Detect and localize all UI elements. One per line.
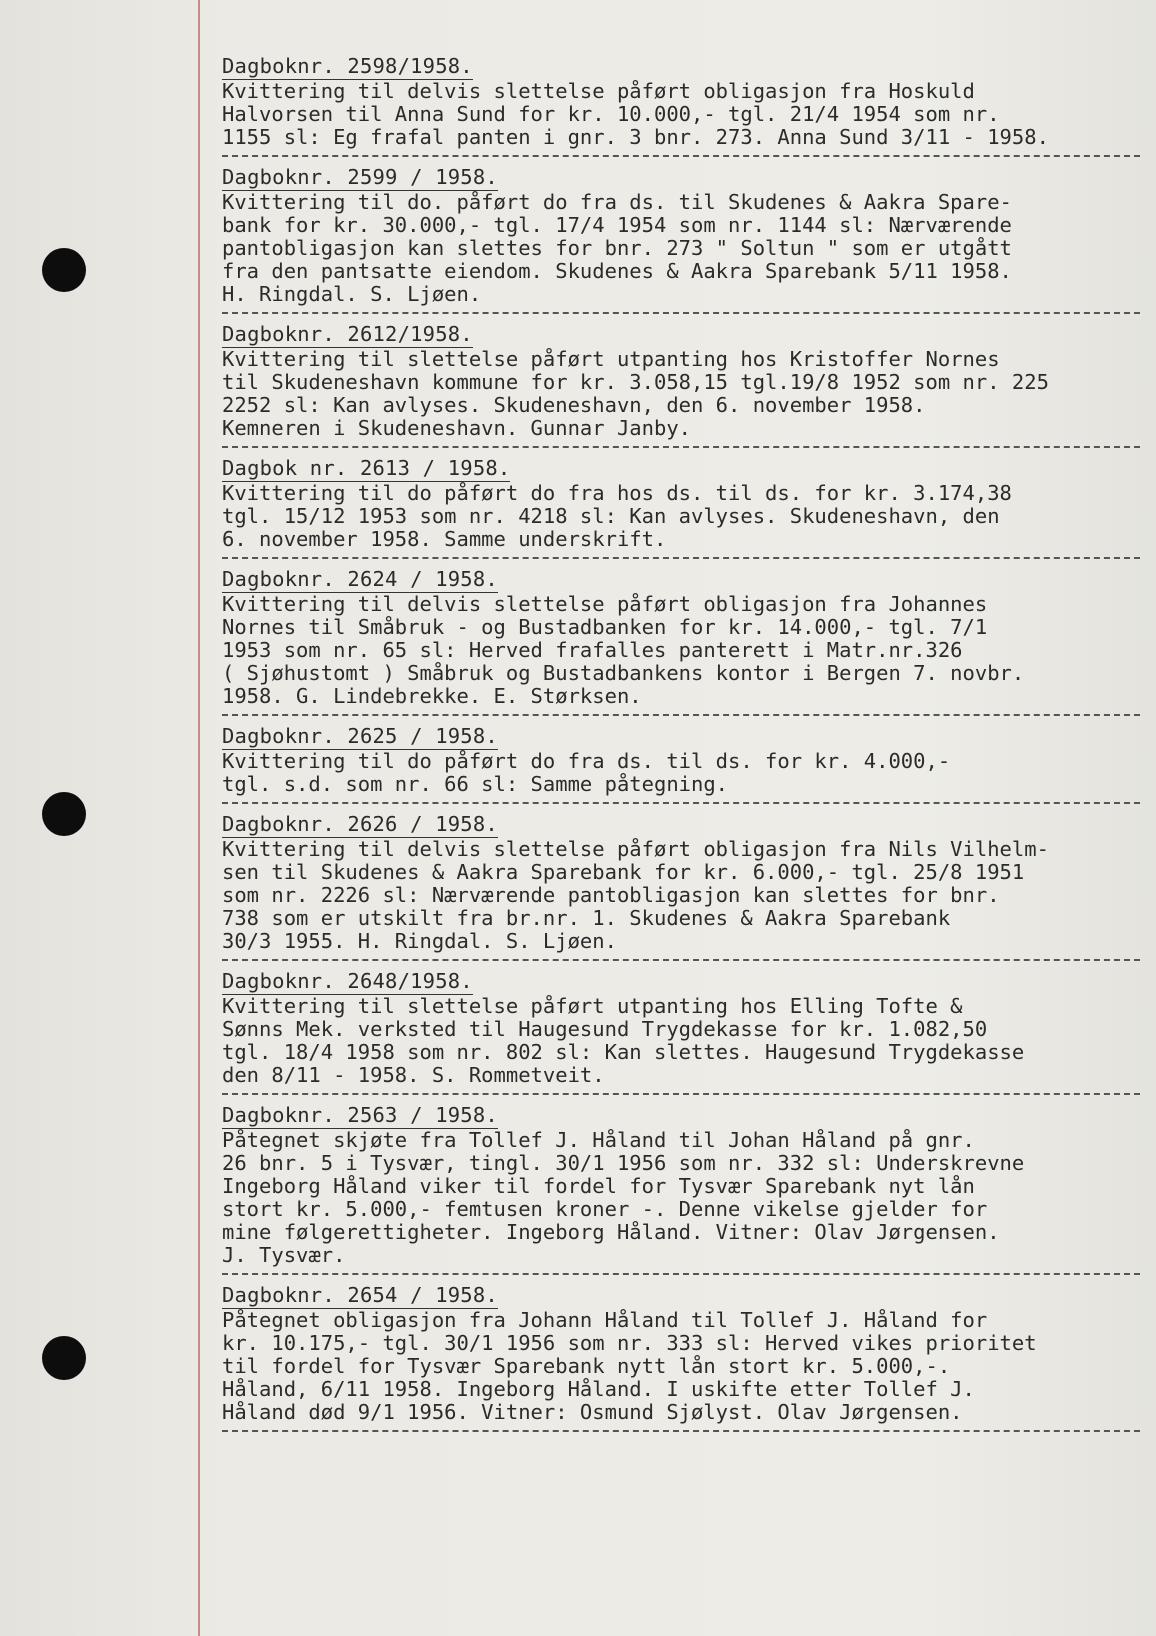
entry-line: Kvittering til slettelse påført utpanting hos Elling Tofte &	[222, 994, 963, 1018]
dashed-separator	[222, 1093, 1140, 1095]
entry-line: Påtegnet obligasjon fra Johann Håland til Tollef J. Håland for	[222, 1308, 988, 1332]
entry-heading: Dagboknr. 2599 / 1958.	[222, 165, 498, 189]
entry-line: H. Ringdal. S. Ljøen.	[222, 282, 482, 306]
entry-line: J. Tysvær.	[222, 1243, 346, 1267]
entry-line: Påtegnet skjøte fra Tollef J. Håland til Johan Håland på gnr.	[222, 1128, 975, 1152]
dashed-separator	[222, 557, 1140, 559]
dashed-separator	[222, 155, 1140, 157]
journal-entry	[222, 165, 1142, 314]
entry-heading: Dagboknr. 2654 / 1958.	[222, 1283, 498, 1307]
entry-line: Nornes til Småbruk - og Bustadbanken for kr. 14.000,- tgl. 7/1	[222, 615, 988, 639]
entry-heading: Dagboknr. 2624 / 1958.	[222, 567, 498, 591]
dashed-separator	[222, 1430, 1140, 1432]
journal-entry	[222, 1283, 1142, 1432]
entry-line: Sønns Mek. verksted til Haugesund Trygdekasse for kr. 1.082,50	[222, 1017, 988, 1041]
entry-line: 2252 sl: Kan avlyses. Skudeneshavn, den 6. november 1958.	[222, 393, 926, 417]
entry-line: Kvittering til do. påført do fra ds. til Skudenes & Aakra Spare-	[222, 190, 1012, 214]
entry-line: Halvorsen til Anna Sund for kr. 10.000,- tgl. 21/4 1954 som nr.	[222, 102, 1000, 126]
punch-hole	[42, 1336, 86, 1380]
entry-line: Kvittering til do påført do fra ds. til ds. for kr. 4.000,-	[222, 749, 951, 773]
entry-heading: Dagboknr. 2563 / 1958.	[222, 1103, 498, 1127]
entry-line: 30/3 1955. H. Ringdal. S. Ljøen.	[222, 929, 617, 953]
entry-line: til Skudeneshavn kommune for kr. 3.058,15 tgl.19/8 1952 som nr. 225	[222, 370, 1049, 394]
entry-heading: Dagboknr. 2625 / 1958.	[222, 724, 498, 748]
entry-line: mine følgerettigheter. Ingeborg Håland. Vitner: Olav Jørgensen.	[222, 1220, 1000, 1244]
entry-line: den 8/11 - 1958. S. Rommetveit.	[222, 1063, 605, 1087]
journal-entry	[222, 456, 1142, 559]
entry-line: Kemneren i Skudeneshavn. Gunnar Janby.	[222, 416, 691, 440]
entry-line: som nr. 2226 sl: Nærværende pantobligasjon kan slettes for bnr.	[222, 883, 1000, 907]
journal-entry	[222, 724, 1142, 804]
entry-line: bank for kr. 30.000,- tgl. 17/4 1954 som nr. 1144 sl: Nærværende	[222, 213, 1012, 237]
journal-entry	[222, 812, 1142, 961]
dashed-separator	[222, 312, 1140, 314]
journal-entries	[222, 54, 1142, 1440]
entry-line: 1958. G. Lindebrekke. E. Størksen.	[222, 684, 642, 708]
entry-line: kr. 10.175,- tgl. 30/1 1956 som nr. 333 sl: Herved vikes prioritet	[222, 1331, 1037, 1355]
dashed-separator	[222, 446, 1140, 448]
entry-line: tgl. 15/12 1953 som nr. 4218 sl: Kan avlyses. Skudeneshavn, den	[222, 504, 1000, 528]
entry-line: Kvittering til delvis slettelse påført obligasjon fra Johannes	[222, 592, 988, 616]
journal-entry	[222, 322, 1142, 448]
margin-line	[198, 0, 200, 1636]
dashed-separator	[222, 714, 1140, 716]
entry-heading: Dagboknr. 2648/1958.	[222, 969, 473, 993]
punch-hole	[42, 792, 86, 836]
journal-entry	[222, 969, 1142, 1095]
entry-line: fra den pantsatte eiendom. Skudenes & Aakra Sparebank 5/11 1958.	[222, 259, 1012, 283]
dashed-separator	[222, 802, 1140, 804]
entry-line: Kvittering til delvis slettelse påført obligasjon fra Nils Vilhelm-	[222, 837, 1049, 861]
dashed-separator	[222, 959, 1140, 961]
journal-entry	[222, 1103, 1142, 1275]
entry-line: ( Sjøhustomt ) Småbruk og Bustadbankens kontor i Bergen 7. novbr.	[222, 661, 1025, 685]
entry-line: 1155 sl: Eg frafal panten i gnr. 3 bnr. 273. Anna Sund 3/11 - 1958.	[222, 125, 1049, 149]
entry-line: til fordel for Tysvær Sparebank nytt lån stort kr. 5.000,-.	[222, 1354, 951, 1378]
entry-heading: Dagbok nr. 2613 / 1958.	[222, 456, 511, 480]
journal-entry	[222, 54, 1142, 157]
entry-line: sen til Skudenes & Aakra Sparebank for kr. 6.000,- tgl. 25/8 1951	[222, 860, 1025, 884]
entry-line: tgl. s.d. som nr. 66 sl: Samme påtegning.	[222, 772, 729, 796]
entry-line: 738 som er utskilt fra br.nr. 1. Skudenes & Aakra Sparebank	[222, 906, 951, 930]
dashed-separator	[222, 1273, 1140, 1275]
entry-line: stort kr. 5.000,- femtusen kroner -. Denne vikelse gjelder for	[222, 1197, 988, 1221]
entry-line: Håland død 9/1 1956. Vitner: Osmund Sjølyst. Olav Jørgensen.	[222, 1400, 963, 1424]
punch-hole	[42, 248, 86, 292]
entry-heading: Dagboknr. 2598/1958.	[222, 54, 473, 78]
entry-line: pantobligasjon kan slettes for bnr. 273 " Soltun " som er utgått	[222, 236, 1012, 260]
entry-line: 26 bnr. 5 i Tysvær, tingl. 30/1 1956 som nr. 332 sl: Underskrevne	[222, 1151, 1025, 1175]
journal-entry	[222, 567, 1142, 716]
entry-heading: Dagboknr. 2626 / 1958.	[222, 812, 498, 836]
entry-line: 1953 som nr. 65 sl: Herved frafalles panterett i Matr.nr.326	[222, 638, 963, 662]
entry-line: Kvittering til delvis slettelse påført obligasjon fra Hoskuld	[222, 79, 975, 103]
entry-line: 6. november 1958. Samme underskrift.	[222, 527, 667, 551]
entry-heading: Dagboknr. 2612/1958.	[222, 322, 473, 346]
entry-line: Håland, 6/11 1958. Ingeborg Håland. I uskifte etter Tollef J.	[222, 1377, 975, 1401]
entry-line: Kvittering til do påført do fra hos ds. til ds. for kr. 3.174,38	[222, 481, 1012, 505]
entry-line: Kvittering til slettelse påført utpanting hos Kristoffer Nornes	[222, 347, 1000, 371]
entry-line: Ingeborg Håland viker til fordel for Tysvær Sparebank nyt lån	[222, 1174, 975, 1198]
entry-line: tgl. 18/4 1958 som nr. 802 sl: Kan slettes. Haugesund Trygdekasse	[222, 1040, 1025, 1064]
